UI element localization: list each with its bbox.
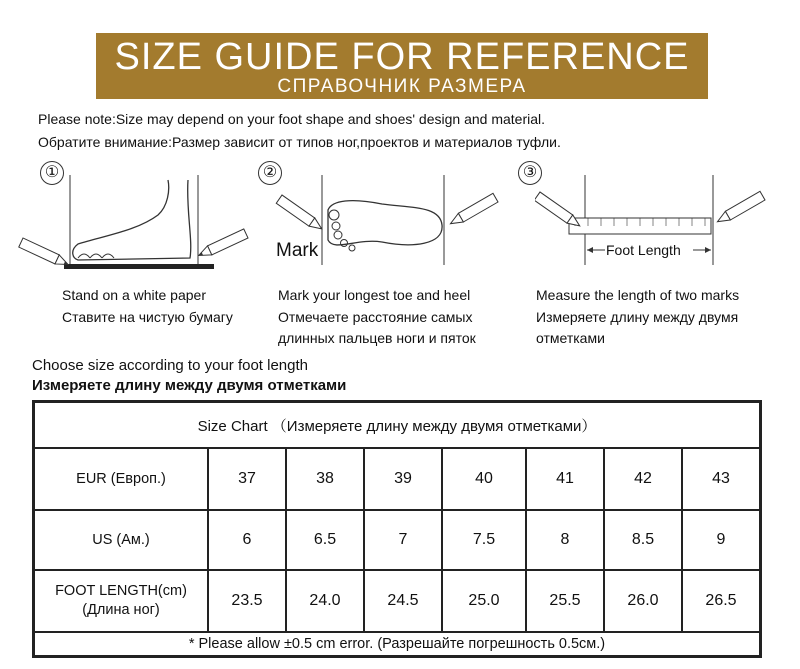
banner-subtitle: СПРАВОЧНИК РАЗМЕРА [277, 76, 527, 97]
choose-size-ru: Измеряете длину между двумя отметками [32, 377, 347, 394]
step-1-caption-en: Stand on a white paper [62, 287, 206, 303]
eur-cell: 43 [682, 448, 760, 510]
size-chart-title: Size Chart （Измеряете длину между двумя отметками） [34, 402, 760, 448]
us-cell: 6.5 [286, 510, 364, 570]
step-2-caption-en: Mark your longest toe and heel [278, 287, 471, 303]
row-label-foot-length-line1: FOOT LENGTH(cm) [55, 583, 187, 599]
foot-length-cell: 25.0 [442, 570, 526, 632]
mark-label: Mark [276, 240, 319, 261]
eur-cell: 41 [526, 448, 604, 510]
note-russian: Обратите внимание:Размер зависит от типов ног,проектов и материалов туфли. [38, 134, 561, 150]
pencil-left-icon [535, 192, 583, 230]
foot-length-cell: 25.5 [526, 570, 604, 632]
step-1-number: ① [40, 161, 64, 185]
us-cell: 6 [208, 510, 286, 570]
size-chart-table [32, 400, 762, 658]
step-3-number: ③ [518, 161, 542, 185]
foot-length-cell: 24.0 [286, 570, 364, 632]
foot-length-cell: 24.5 [364, 570, 442, 632]
us-cell: 8 [526, 510, 604, 570]
note-english: Please note:Size may depend on your foot shape and shoes' design and material. [38, 111, 546, 127]
foot-length-label: Foot Length [606, 242, 681, 258]
banner-title: SIZE GUIDE FOR REFERENCE [114, 36, 690, 78]
eur-cell: 42 [604, 448, 682, 510]
foot-length-cell: 26.5 [682, 570, 760, 632]
pencil-left-icon [19, 238, 70, 269]
title-banner [96, 33, 708, 99]
step-2-number: ② [258, 161, 282, 185]
row-label-foot-length-line2: (Длина ног) [82, 602, 160, 618]
us-cell: 7.5 [442, 510, 526, 570]
us-cell: 9 [682, 510, 760, 570]
choose-size-en: Choose size according to your foot length [32, 357, 308, 374]
step-3-caption-en: Measure the length of two marks [536, 287, 740, 303]
pencil-left-icon [276, 195, 324, 233]
eur-cell: 40 [442, 448, 526, 510]
foot-on-paper-illustration [18, 170, 253, 275]
step-2-caption-ru: Отмечаете расстояние самых длинных пальцев ноги и пяток [278, 309, 476, 346]
eur-cell: 39 [364, 448, 442, 510]
pencil-right-icon [715, 191, 765, 226]
step-3-caption-ru: Измеряете длину между двумя отметками [536, 309, 739, 346]
row-label-eur: EUR (Европ.) [34, 448, 208, 510]
error-footnote: * Please allow ±0.5 cm error. (Разрешайте погрешность 0.5см.) [34, 632, 760, 656]
pencil-right-icon [448, 193, 498, 228]
us-cell: 7 [364, 510, 442, 570]
row-label-us: US (Ам.) [34, 510, 208, 570]
eur-cell: 37 [208, 448, 286, 510]
pencil-right-icon [197, 229, 248, 260]
foot-length-cell: 26.0 [604, 570, 682, 632]
step-1-caption-ru: Ставите на чистую бумагу [62, 309, 233, 325]
foot-length-cell: 23.5 [208, 570, 286, 632]
row-label-foot-length [34, 570, 208, 632]
eur-cell: 38 [286, 448, 364, 510]
us-cell: 8.5 [604, 510, 682, 570]
